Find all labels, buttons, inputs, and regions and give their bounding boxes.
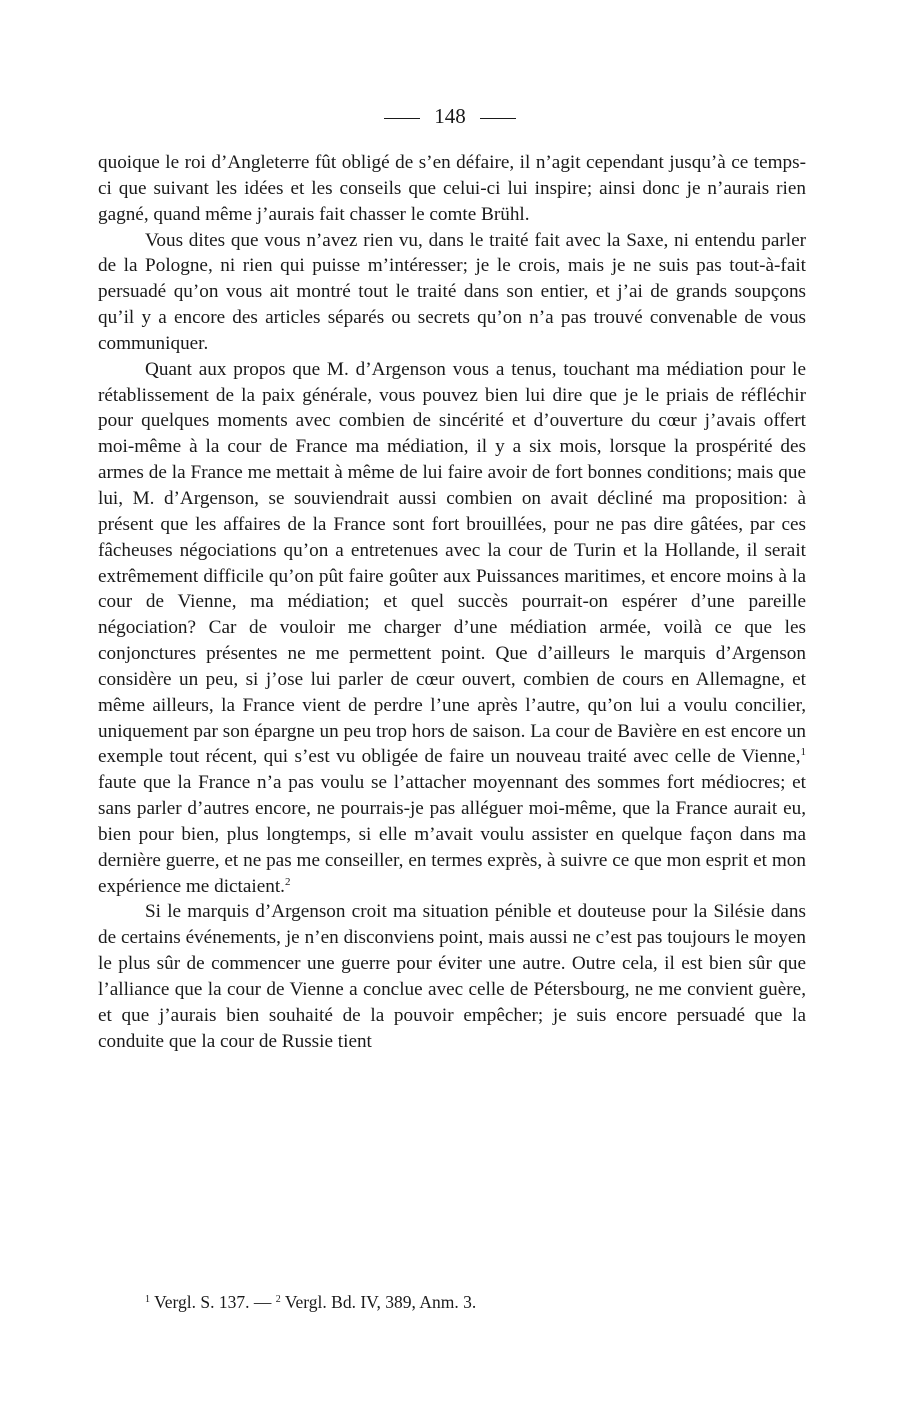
footnote-text: Vergl. S. 137. <box>154 1292 250 1312</box>
paragraph <box>98 150 806 228</box>
paragraph-text: Si le marquis d’Argenson croit ma situation pénible et douteuse pour la Silésie dans de certains événements, je n’en disconviens point, mais aussi ne c’est pas toujours le moyen le plus sûr de commencer une guerre pour éviter une autre. Outre cela, il est bien sûr que l’alliance que la cour de Vienne a conclue avec celle de Pétersbourg, ne me convient guère, et que j’aurais bien souhaité de la pouvoir empêcher; je suis encore persuadé que la conduite que la cour de Russie tient <box>98 901 806 1052</box>
header-rule-right <box>480 118 516 119</box>
footnote-mark: 2 <box>275 1294 281 1305</box>
paragraph <box>98 228 806 357</box>
footnote-text: Vergl. Bd. IV, 389, Anm. 3. <box>284 1292 477 1312</box>
paragraph-text: Vous dites que vous n’avez rien vu, dans le traité fait avec la Saxe, ni entendu parler de la Pologne, ni rien qui puisse m’intéresser; je le crois, mais je ne suis pas tout-à-fait persuadé qu’on vous ait montré tout le traité dans son entier, et j’ai de grands soupçons qu’il y a encore des articles séparés ou secrets qu’on n’a pas trouvé convenable de vous communiquer. <box>98 229 806 354</box>
paragraph-text: quoique le roi d’Angleterre fût obligé de s’en défaire, il n’agit cependant jusqu’à ce temps-ci que suivant les idées et les conseils que celui-ci lui inspire; ainsi donc je n’aurais rien gagné, quand même j’aurais fait chasser le comte Brühl. <box>98 152 806 225</box>
footnote-mark: 1 <box>145 1294 150 1305</box>
paragraph <box>98 899 806 1054</box>
footnotes <box>145 1290 845 1314</box>
footnote-ref: 1 <box>800 746 806 759</box>
footnote-ref: 2 <box>284 875 291 888</box>
paragraph-text: faute que la France n’a pas voulu se l’attacher moyennant des sommes fort médiocres; et sans parler d’autres encore, ne pourrais-je pas alléguer moi-même, que la France aurait eu, bien pour bien, plus longtemps, si elle m’avait voulu assister en quelque façon dans ma dernière guerre, et ne pas me conseiller, en termes exprès, à suivre ce que mon esprit et mon expérience me dictaient. <box>98 772 806 897</box>
paragraph-text: Quant aux propos que M. d’Argenson vous a tenus, touchant ma médiation pour le rétablissement de la paix générale, vous pouvez bien lui dire que je le priais de réfléchir pour quelques moments avec combien de sincérité et d’ouverture du cœur j’avais offert moi-même à la cour de France ma médiation, il y a six mois, lorsque la prospérité des armes de la France me mettait à même de lui faire avoir de fort bonnes conditions; mais que lui, M. d’Argenson, se souviendrait aussi combien on avait décliné ma proposition: à présent que les affaires de la France sont fort brouillées, pour ne pas dire gâtées, par ces fâcheuses négociations qu’on a entretenues avec la cour de Turin et la Hollande, il serait extrêmement difficile qu’on pût faire goûter aux Puissances maritimes, et encore moins à la cour de Vienne, ma médiation; et quel succès pourrait-on espérer d’une pareille négociation? Car de vouloir me charger d’une médiation armée, voilà ce que les conjonctures présentes ne me permettent point. Que d’ailleurs le marquis d’Argenson considère un peu, si j’ose lui parler de cœur ouvert, combien de cours en Allemagne, et même ailleurs, la France vient de perdre l’une après l’autre, qu’on lui a voulu concilier, uniquement par son épargne un peu trop hors de saison. La cour de Bavière en est encore un exemple tout récent, qui s’est vu obligée de faire un nouveau traité avec celle de Vienne, <box>98 358 806 768</box>
paragraph <box>98 357 806 900</box>
page-header <box>0 102 900 130</box>
footnote-separator: — <box>253 1292 272 1312</box>
page-number: 148 <box>434 104 466 128</box>
body-text <box>98 150 806 1055</box>
header-rule-left <box>384 118 420 119</box>
